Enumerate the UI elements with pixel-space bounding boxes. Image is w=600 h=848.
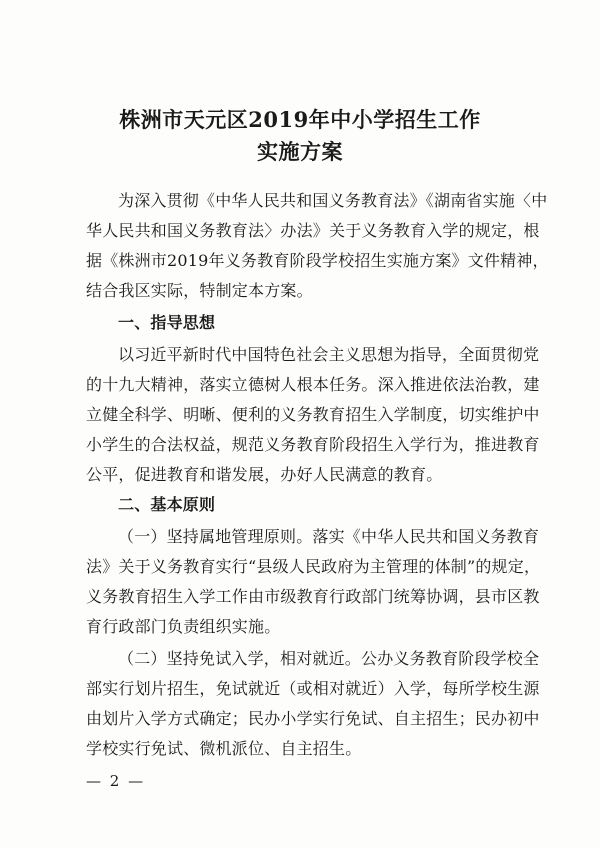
document-title-line-1: 株洲市天元区2019年中小学招生工作 — [119, 107, 481, 132]
principle2-line-3: 由划片入学方式确定；民办小学实行免试、自主招生；民办初中 — [86, 709, 540, 728]
intro-line-3: 据《株洲市2019年义务教育阶段学校招生实施方案》文件精神， — [86, 251, 549, 270]
principle1-line-3: 义务教育招生入学工作由市级教育行政部门统筹协调，县市区教 — [86, 587, 540, 606]
section-heading-basic-principles: 二、基本原则 — [118, 495, 216, 514]
principle1-line-2: 法》关于义务教育实行“县级人民政府为主管理的体制”的规定， — [86, 557, 541, 576]
intro-line-4: 结合我区实际，特制定本方案。 — [86, 281, 313, 300]
page-number: — 2 — — [86, 772, 146, 790]
principle1-line-1: （一）坚持属地管理原则。落实《中华人民共和国义务教育 — [118, 527, 540, 546]
principle2-line-1: （二）坚持免试入学，相对就近。公办义务教育阶段学校全 — [118, 649, 540, 668]
principle1-line-4: 育行政部门负责组织实施。 — [86, 617, 281, 636]
section-heading-guiding-ideology: 一、指导思想 — [118, 313, 216, 332]
document-title-line-2: 实施方案 — [257, 139, 343, 164]
section1-line-1: 以习近平新时代中国特色社会主义思想为指导，全面贯彻党 — [118, 345, 540, 364]
section1-line-5: 公平，促进教育和谐发展，办好人民满意的教育。 — [86, 465, 443, 484]
principle2-line-2: 部实行划片招生，免试就近（或相对就近）入学，每所学校生源 — [86, 679, 540, 698]
intro-line-1: 为深入贯彻《中华人民共和国义务教育法》《湖南省实施〈中 — [118, 191, 548, 210]
section1-line-2: 的十九大精神，落实立德树人根本任务。深入推进依法治教，建 — [86, 375, 540, 394]
intro-line-2: 华人民共和国义务教育法〉办法》关于义务教育入学的规定，根 — [86, 221, 540, 240]
section1-line-3: 立健全科学、明晰、便利的义务教育招生入学制度，切实维护中 — [86, 405, 540, 424]
section1-line-4: 小学生的合法权益，规范义务教育阶段招生入学行为，推进教育 — [86, 435, 540, 454]
principle2-line-4: 学校实行免试、微机派位、自主招生。 — [86, 739, 362, 758]
